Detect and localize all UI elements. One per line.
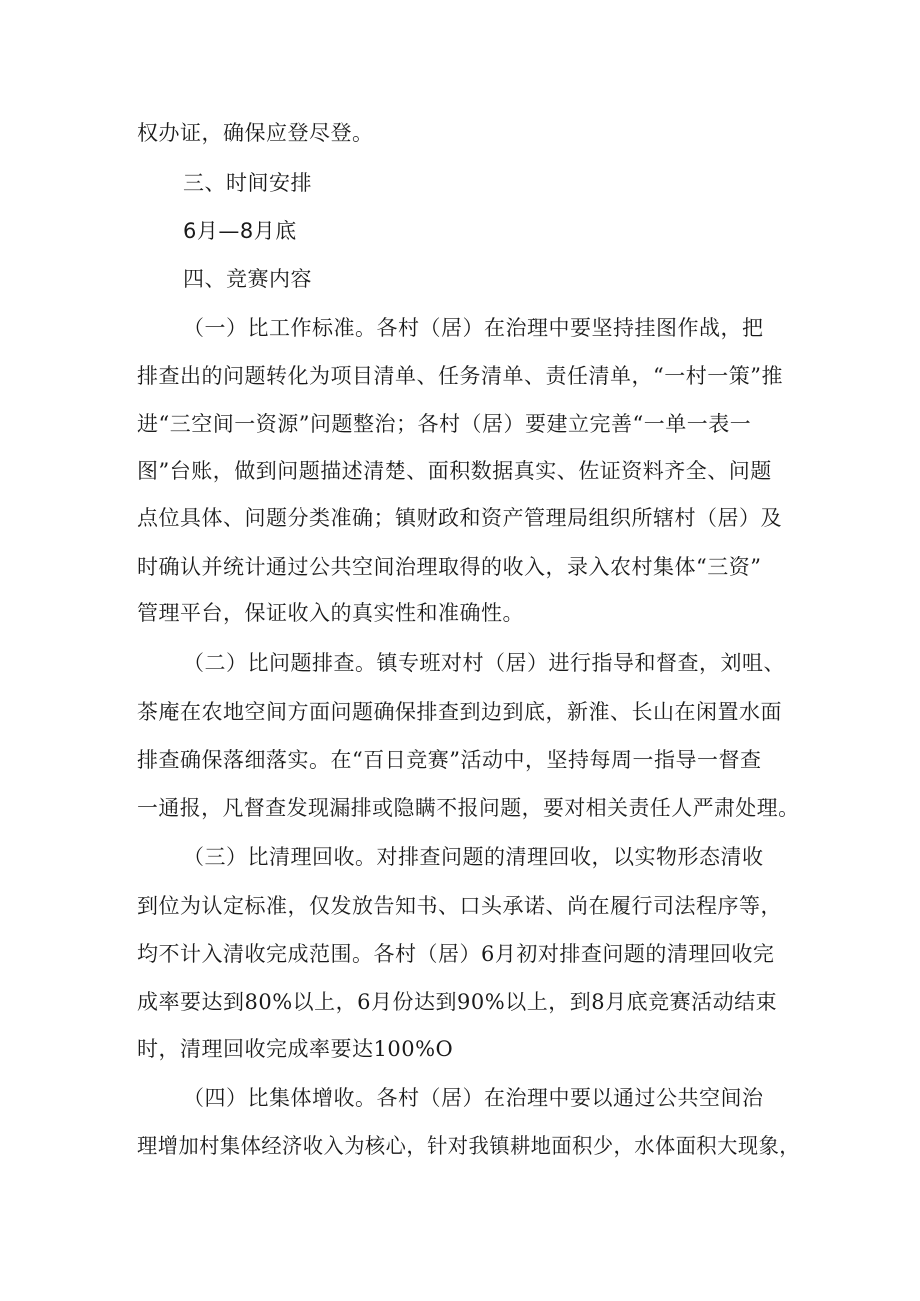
paragraph-1-line: 进“三空间一资源”问题整治；各村（居）要建立完善“一单一表一 — [137, 412, 752, 436]
paragraph-3-line: 成率要达到80%以上，6月份达到90%以上，到8月底竞赛活动结束 — [137, 990, 778, 1014]
paragraph-2-line: 一通报，凡督查发现漏排或隐瞒不报问题，要对相关责任人严肃处理。 — [137, 796, 800, 820]
paragraph-3-line: （三）比清理回收。对排查问题的清理回收，以实物形态清收 — [183, 845, 764, 869]
paragraph-4-line: （四）比集体增收。各村（居）在治理中要以通过公共空间治 — [183, 1086, 764, 1110]
paragraph-1-line: 排查出的问题转化为项目清单、任务清单、责任清单，“一村一策”推 — [137, 364, 783, 388]
paragraph-3-line: 到位为认定标准，仅发放告知书、口头承诺、尚在履行司法程序等， — [137, 894, 782, 918]
section-heading: 三、时间安排 — [183, 171, 312, 195]
paragraph-3-line: 均不计入清收完成范围。各村（居）6月初对排查问题的清理回收完 — [137, 942, 775, 966]
paragraph-4-line: 理增加村集体经济收入为核心，针对我镇耕地面积少，水体面积大现象， — [137, 1134, 801, 1158]
paragraph-1-line: 点位具体、问题分类准确；镇财政和资产管理局组织所辖村（居）及 — [137, 506, 782, 530]
paragraph-2-line: 茶庵在农地空间方面问题确保排查到边到底，新淮、长山在闲置水面 — [137, 700, 782, 724]
text-line: 6月—8月底 — [183, 219, 297, 243]
paragraph-1-line: 图”台账，做到问题描述清楚、面积数据真实、佐证资料齐全、问题 — [137, 459, 772, 483]
text-line: 权办证，确保应登尽登。 — [137, 121, 374, 145]
paragraph-3-line: 时，清理回收完成率要达100%O — [137, 1037, 454, 1061]
paragraph-1-line: 时确认并统计通过公共空间治理取得的收入，录入农村集体“三资” — [137, 555, 762, 579]
paragraph-1-line: 管理平台，保证收入的真实性和准确性。 — [137, 601, 524, 625]
paragraph-2-line: （二）比问题排查。镇专班对村（居）进行指导和督查，刘咀、 — [183, 651, 785, 675]
paragraph-1-line: （一）比工作标准。各村（居）在治理中要坚持挂图作战，把 — [183, 316, 764, 340]
section-heading: 四、竞赛内容 — [183, 267, 312, 291]
paragraph-2-line: 排查确保落细落实。在“百日竞赛”活动中，坚持每周一指导一督查 — [137, 748, 762, 772]
